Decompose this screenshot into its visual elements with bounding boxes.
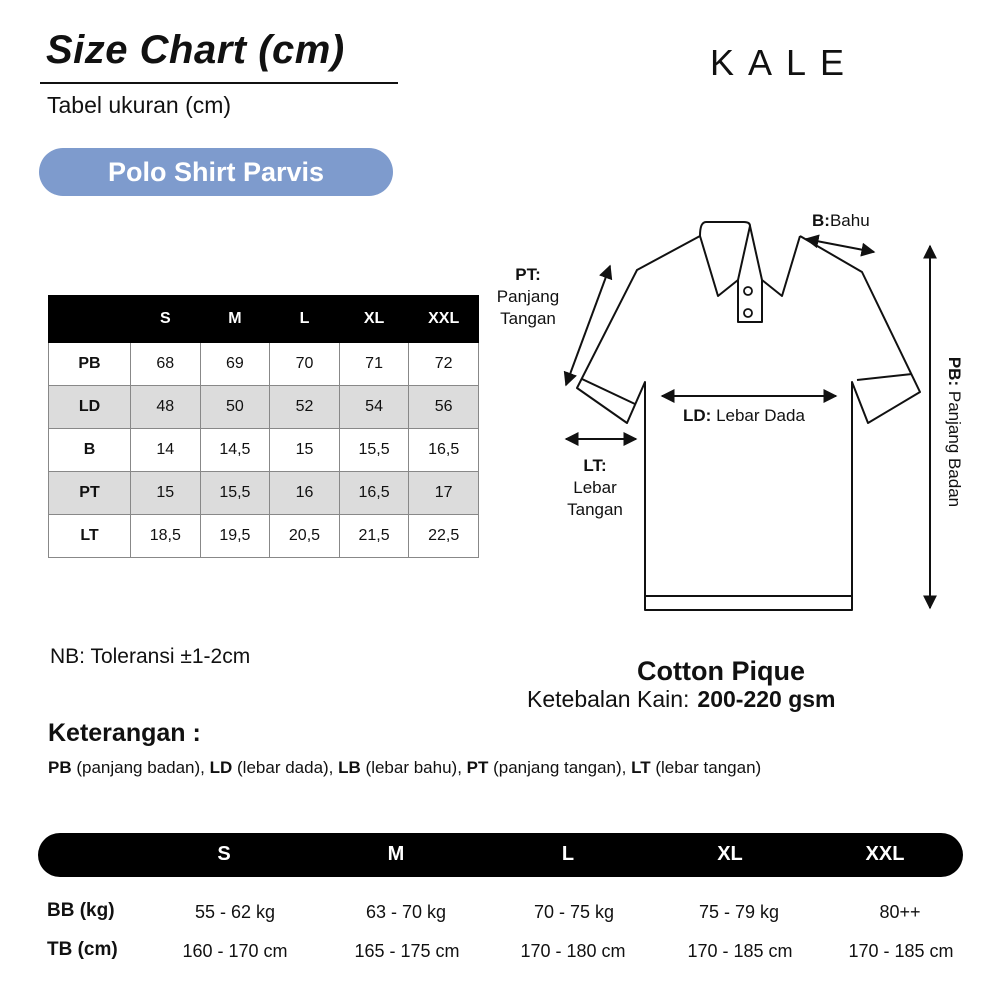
fit-size-xxl: XXL	[865, 843, 905, 865]
size-table	[48, 295, 479, 558]
b-label	[812, 210, 870, 232]
brand-logo: KALE	[710, 42, 859, 83]
table-cell: 15	[131, 472, 201, 515]
thickness-value: 200-220 gsm	[697, 686, 836, 712]
shirt-collar	[700, 222, 750, 296]
b-code: B:	[812, 211, 830, 230]
legend-title: Keterangan :	[48, 719, 201, 747]
table-cell: 54	[339, 386, 409, 429]
fit-row-label: BB (kg)	[47, 900, 115, 921]
row-label: PT	[49, 472, 131, 515]
table-cell: 68	[131, 343, 201, 386]
fit-cell: 170 - 185 cm	[687, 941, 793, 961]
row-label: PB	[49, 343, 131, 386]
table-cell: 71	[339, 343, 409, 386]
table-row	[49, 429, 479, 472]
table-cell: 15,5	[200, 472, 270, 515]
tolerance-note: NB: Toleransi ±1-2cm	[50, 645, 251, 668]
table-cell: 72	[409, 343, 479, 386]
page-title: Size Chart (cm)	[46, 28, 345, 72]
table-cell: 20,5	[270, 515, 340, 558]
b-text: Bahu	[829, 211, 870, 230]
table-cell: 22,5	[409, 515, 479, 558]
legend-text	[48, 758, 761, 778]
legend-desc: (panjang tangan),	[488, 758, 632, 777]
row-label: LD	[49, 386, 131, 429]
table-cell: 15	[270, 429, 340, 472]
lt-code: LT:	[583, 456, 607, 475]
table-cell: 56	[409, 386, 479, 429]
table-cell: 18,5	[131, 515, 201, 558]
row-label: LT	[49, 515, 131, 558]
legend-code: LB	[338, 758, 361, 777]
table-cell: 50	[200, 386, 270, 429]
size-table-corner	[49, 296, 131, 343]
size-table-header	[49, 296, 479, 343]
table-cell: 70	[270, 343, 340, 386]
button-icon	[744, 309, 752, 317]
fit-cell: 160 - 170 cm	[182, 941, 288, 961]
legend-code: PT	[466, 758, 489, 777]
pb-code: PB:	[945, 356, 964, 387]
fit-row-label: TB (cm)	[47, 939, 118, 960]
row-label: B	[49, 429, 131, 472]
table-cell: 21,5	[339, 515, 409, 558]
pt-code: PT:	[515, 265, 541, 284]
pb-text: Panjang Badan	[945, 390, 964, 508]
table-cell: 16	[270, 472, 340, 515]
table-row	[49, 515, 479, 558]
pt-text-2: Tangan	[500, 309, 556, 328]
ld-text: Lebar Dada	[716, 406, 805, 425]
table-cell: 19,5	[200, 515, 270, 558]
fabric-name: Cotton Pique	[637, 656, 805, 686]
table-cell: 17	[409, 472, 479, 515]
lt-label	[556, 455, 634, 521]
page-subtitle: Tabel ukuran (cm)	[47, 92, 232, 118]
table-cell: 48	[131, 386, 201, 429]
product-name-badge: Polo Shirt Parvis	[39, 148, 393, 196]
legend-code: LD	[209, 758, 233, 777]
fit-cell: 55 - 62 kg	[194, 902, 276, 922]
fit-table-header	[38, 833, 963, 877]
fit-cell: 63 - 70 kg	[365, 902, 447, 922]
table-cell: 14	[131, 429, 201, 472]
legend-code: LT	[631, 758, 651, 777]
table-cell: 14,5	[200, 429, 270, 472]
table-row	[49, 386, 479, 429]
fit-cell: 170 - 180 cm	[520, 941, 626, 961]
legend-desc: (lebar bahu),	[360, 758, 467, 777]
legend-desc: (panjang badan),	[71, 758, 210, 777]
pt-text-1: Panjang	[496, 287, 560, 306]
size-header-m: M	[200, 296, 270, 343]
pb-label	[943, 347, 965, 517]
table-cell: 15,5	[339, 429, 409, 472]
fit-cell: 75 - 79 kg	[698, 902, 780, 922]
button-icon	[744, 287, 752, 295]
legend-code: PB	[48, 758, 72, 777]
table-row	[49, 472, 479, 515]
fit-cell: 70 - 75 kg	[533, 902, 615, 922]
fit-cell: 165 - 175 cm	[354, 941, 460, 961]
lt-text-2: Tangan	[567, 500, 623, 519]
table-cell: 69	[200, 343, 270, 386]
legend-desc: (lebar dada),	[232, 758, 339, 777]
ld-code: LD:	[683, 406, 712, 425]
size-header-s: S	[131, 296, 201, 343]
fit-cell: 80++	[879, 902, 921, 922]
table-cell: 16,5	[339, 472, 409, 515]
size-header-xxl: XXL	[409, 296, 479, 343]
thickness-label: Ketebalan Kain:	[527, 686, 690, 712]
title-underline	[40, 82, 398, 84]
pt-label	[486, 264, 570, 330]
fabric-thickness	[527, 686, 836, 713]
legend-desc: (lebar tangan)	[650, 758, 762, 777]
lt-text-1: Lebar	[573, 478, 617, 497]
table-row	[49, 343, 479, 386]
fit-cell: 170 - 185 cm	[848, 941, 954, 961]
fit-size-m: M	[387, 843, 405, 865]
fit-size-s: S	[217, 843, 231, 865]
fit-size-xl: XL	[717, 843, 743, 865]
table-cell: 52	[270, 386, 340, 429]
size-header-xl: XL	[339, 296, 409, 343]
ld-label	[683, 405, 805, 427]
fit-size-l: L	[561, 843, 575, 865]
table-cell: 16,5	[409, 429, 479, 472]
size-header-l: L	[270, 296, 340, 343]
